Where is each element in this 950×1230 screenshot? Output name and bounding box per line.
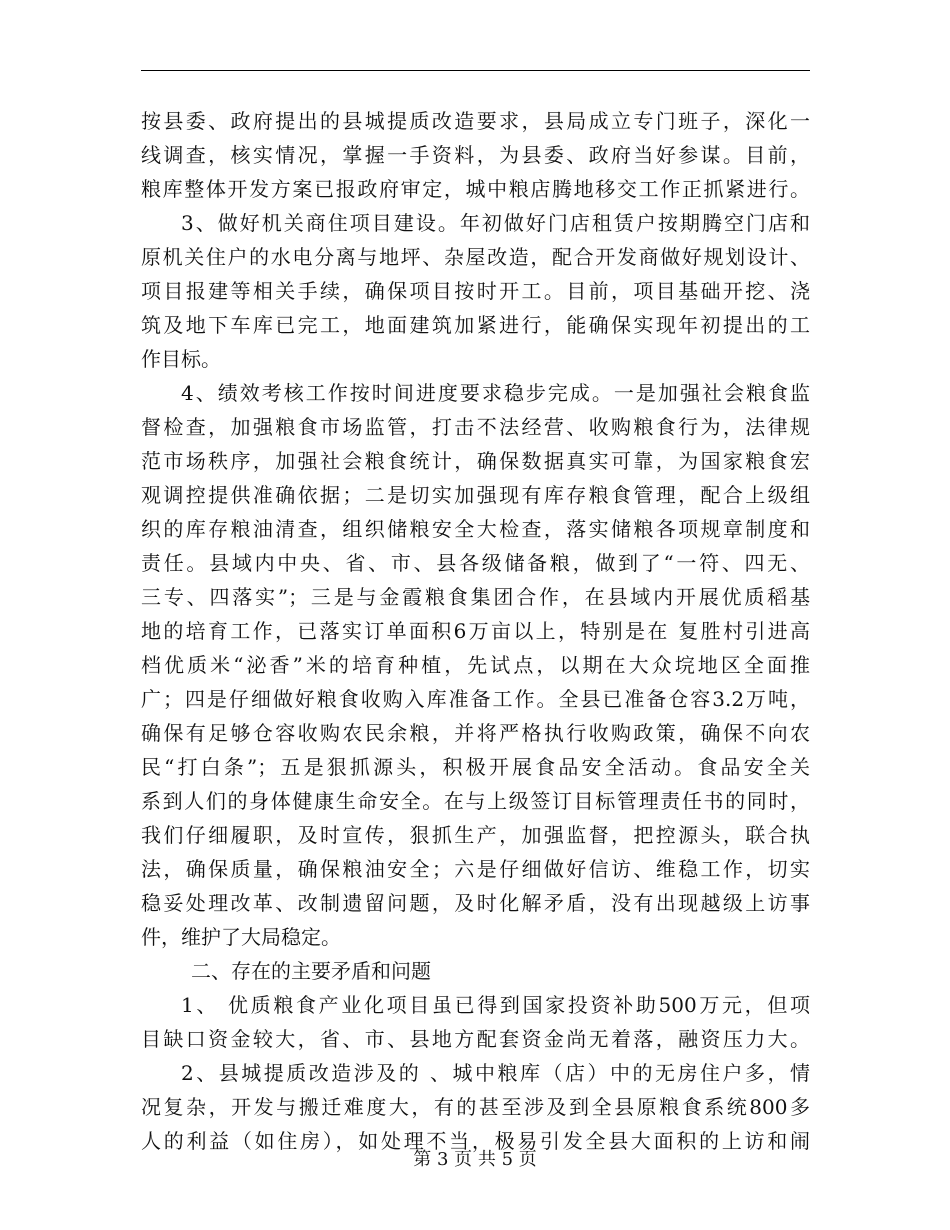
text-line: 原机关住户的水电分离与地坪、杂屋改造，配合开发商做好规划设计、 [141,245,810,269]
header-rule [141,70,810,71]
text-line: 广；四是仔细做好粮食收购入库准备工作。全县已准备仓容3.2万吨， [141,687,810,711]
text-line: 确保有足够仓容收购农民余粮，并将严格执行收购政策，确保不向农 [141,721,810,745]
body-text [141,104,810,1158]
text-line: 1、 优质粮食产业化项目虽已得到国家投资补助500万元，但项 [181,993,810,1017]
text-line: 4、绩效考核工作按时间进度要求稳步完成。一是加强社会粮食监 [181,381,810,405]
text-line: 档优质米“泌香”米的培育种植，先试点，以期在大众垸地区全面推 [141,653,810,677]
section-heading: 二、存在的主要矛盾和问题 [191,959,431,983]
text-line: 2、县城提质改造涉及的 、城中粮库（店）中的无房住户多，情 [181,1061,810,1085]
text-line: 我们仔细履职，及时宣传，狠抓生产，加强监督，把控源头，联合执 [141,823,810,847]
text-line: 项目报建等相关手续，确保项目按时开工。目前，项目基础开挖、浇 [141,279,810,303]
text-line: 督检查，加强粮食市场监管，打击不法经营、收购粮食行为，法律规 [141,415,810,439]
text-line: 责任。县域内中央、省、市、县各级储备粮，做到了“一符、四无、 [141,551,810,575]
text-line: 件，维护了大局稳定。 [141,925,341,949]
text-line: 织的库存粮油清查，组织储粮安全大检查，落实储粮各项规章制度和 [141,517,810,541]
text-line: 地的培育工作，已落实订单面积6万亩以上，特别是在 复胜村引进高 [141,619,810,643]
text-line: 人的利益（如住房），如处理不当，极易引发全县大面积的上访和闹 [141,1129,810,1153]
text-line: 观调控提供准确依据；二是切实加强现有库存粮食管理，配合上级组 [141,483,810,507]
text-line: 筑及地下车库已完工，地面建筑加紧进行，能确保实现年初提出的工 [141,313,810,337]
text-line: 目缺口资金较大，省、市、县地方配套资金尚无着落，融资压力大。 [141,1027,810,1051]
text-line: 三专、四落实”；三是与金霞粮食集团合作，在县域内开展优质稻基 [141,585,810,609]
text-line: 系到人们的身体健康生命安全。在与上级签订目标管理责任书的同时， [141,789,810,813]
text-line: 3、做好机关商住项目建设。年初做好门店租赁户按期腾空门店和 [181,211,810,235]
text-line: 按县委、政府提出的县城提质改造要求，县局成立专门班子，深化一 [141,109,810,133]
text-line: 民“打白条”；五是狠抓源头，积极开展食品安全活动。食品安全关 [141,755,810,779]
text-line: 法，确保质量，确保粮油安全；六是仔细做好信访、维稳工作，切实 [141,857,810,881]
text-line: 稳妥处理改革、改制遗留问题，及时化解矛盾，没有出现越级上访事 [141,891,810,915]
page-footer: 第 3 页 共 5 页 [413,1149,537,1170]
text-line: 况复杂，开发与搬迁难度大，有的甚至涉及到全县原粮食系统800多 [141,1095,810,1119]
text-line: 范市场秩序，加强社会粮食统计，确保数据真实可靠，为国家粮食宏 [141,449,810,473]
text-line: 粮库整体开发方案已报政府审定，城中粮店腾地移交工作正抓紧进行。 [141,177,810,201]
text-line: 作目标。 [141,347,221,371]
text-line: 线调查，核实情况，掌握一手资料，为县委、政府当好参谋。目前， [141,143,810,167]
